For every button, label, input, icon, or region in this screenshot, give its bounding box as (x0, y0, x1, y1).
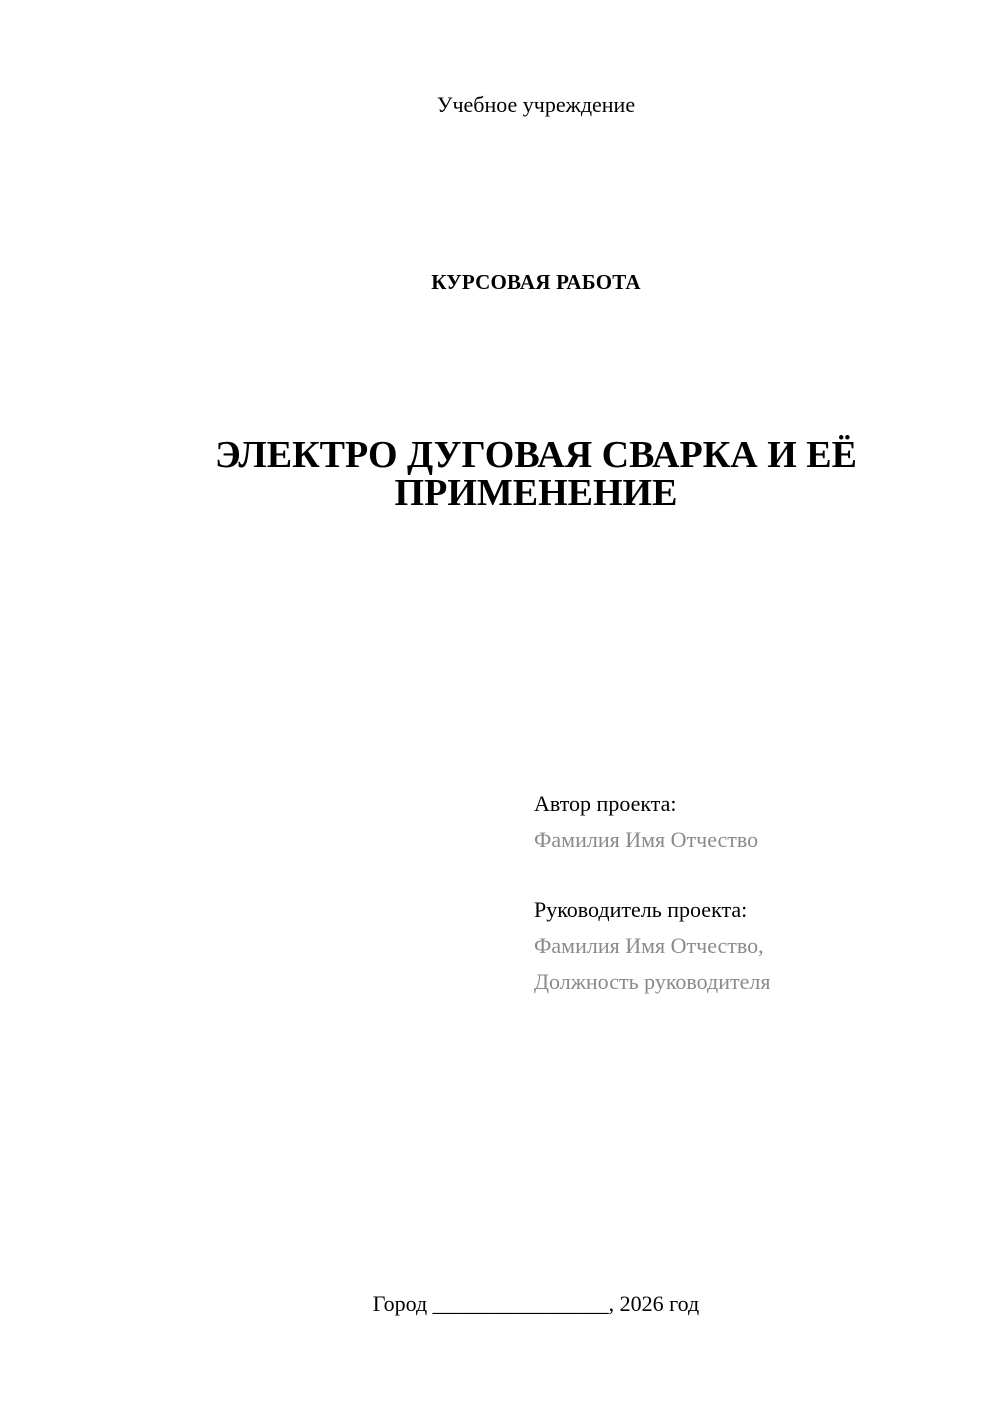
supervisor-position: Должность руководителя (534, 969, 771, 994)
supervisor-name: Фамилия Имя Отчество, (534, 933, 764, 958)
document-title-line-2: ПРИМЕНЕНИЕ (394, 472, 678, 514)
document-title (150, 436, 922, 512)
author-name: Фамилия Имя Отчество (534, 827, 759, 852)
supervisor-label: Руководитель проекта: (534, 897, 748, 922)
author-label: Автор проекта: (534, 791, 677, 816)
work-type-heading: КУРСОВАЯ РАБОТА (431, 270, 641, 294)
city-year-footer: Город ________________, 2026 год (372, 1291, 700, 1316)
document-title-line-1: ЭЛЕКТРО ДУГОВАЯ СВАРКА И ЕЁ (215, 434, 857, 476)
institution-name: Учебное учреждение (436, 92, 636, 117)
credits-block (534, 786, 974, 1000)
